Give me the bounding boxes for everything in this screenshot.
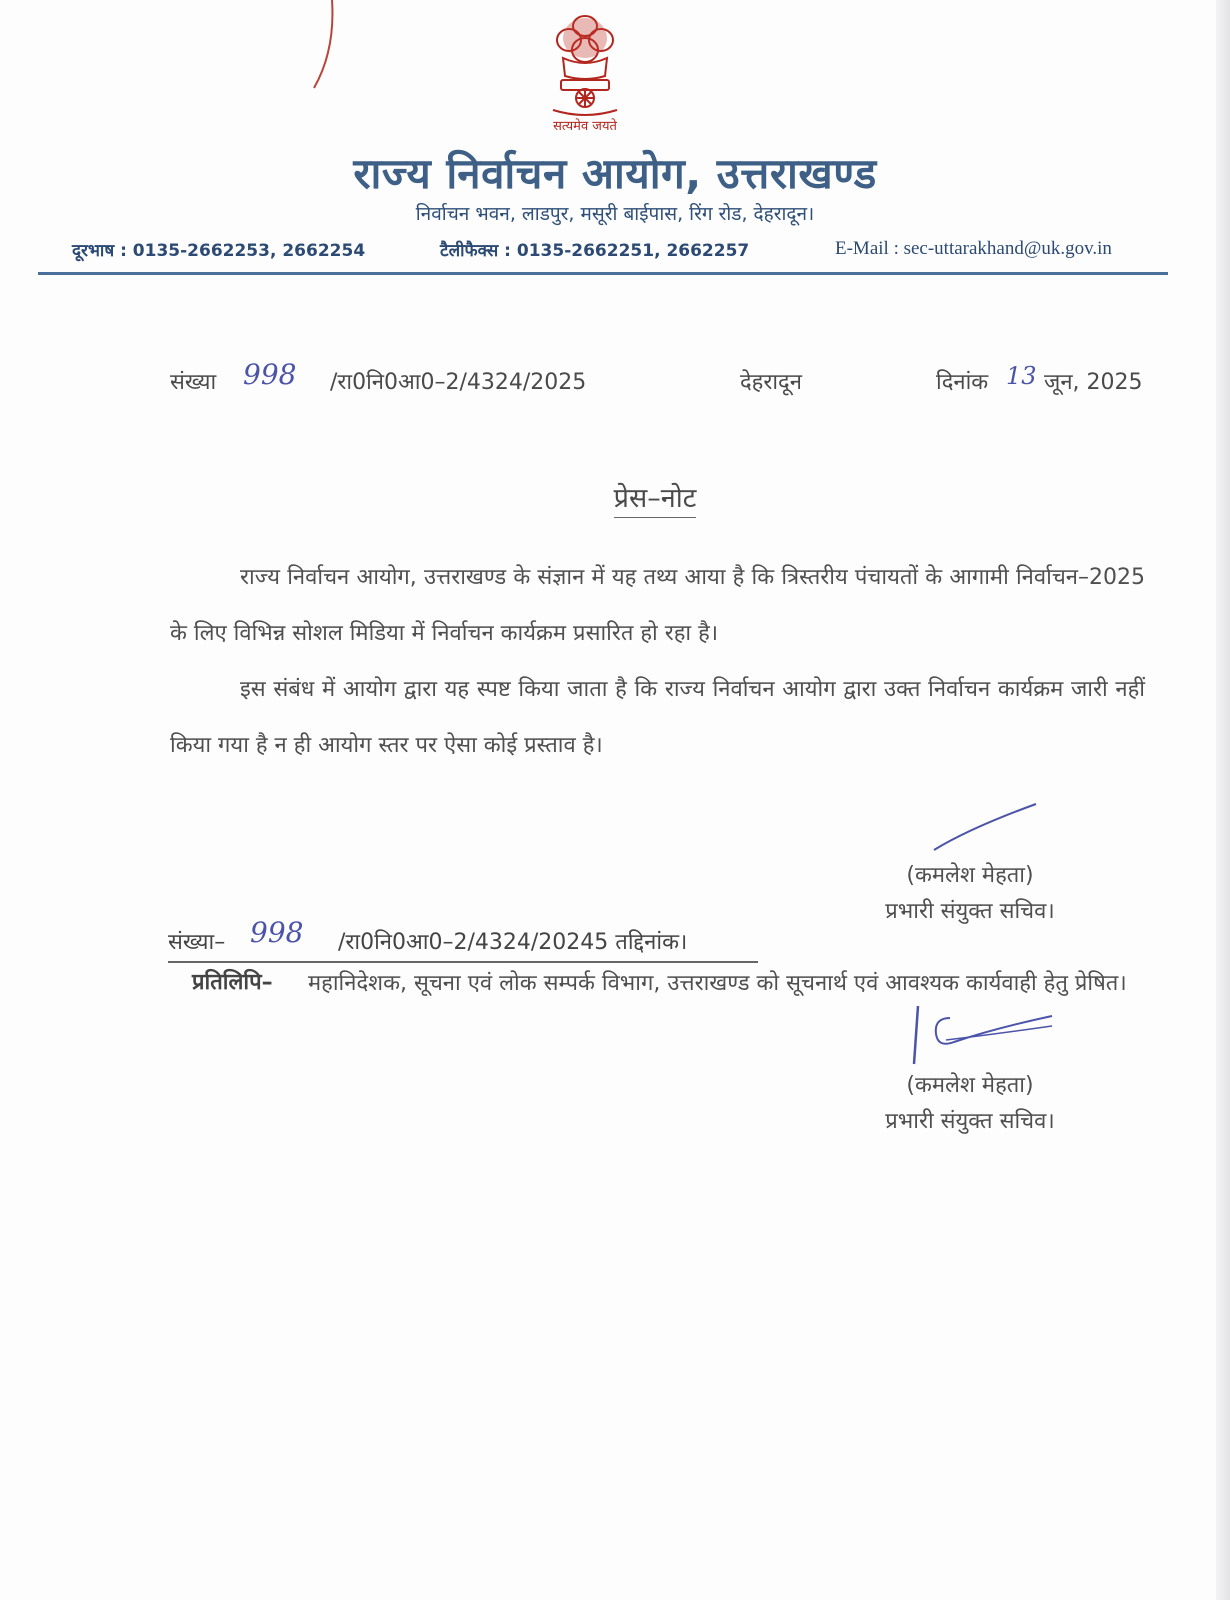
emblem-motto: सत्यमेव जयते (553, 119, 617, 134)
signatory-1-block (860, 858, 1080, 930)
copy-reference-number: /रा0नि0आ0–2/4324/20245 तद्दिनांक। (338, 930, 688, 955)
national-emblem-icon (545, 10, 625, 118)
organization-name: राज्य निर्वाचन आयोग, उत्तराखण्ड (353, 149, 877, 198)
signatory-2-block (860, 1068, 1080, 1140)
press-note-title (0, 478, 1230, 515)
stray-ink-mark (310, 0, 340, 95)
copy-to-text: महानिदेशक, सूचना एवं लोक सम्पर्क विभाग, उत्तराखण्ड को सूचनार्थ एवं आवश्यक कार्यवाही हेतु प्रेषित। (308, 971, 1127, 996)
note-paragraph-2: इस संबंध में आयोग द्वारा यह स्पष्ट किया जाता है कि राज्य निर्वाचन आयोग द्वारा उक्त निर्वाचन कार्यक्रम जारी नहीं किया गया है न ही आयोग स्तर पर ऐसा कोई प्रस्ताव है। (170, 677, 1145, 758)
email-address: E-Mail : sec-uttarakhand@uk.gov.in (835, 238, 1112, 259)
signatory-2-designation: प्रभारी संयुक्त सचिव। (885, 1109, 1055, 1134)
reference-handwritten-number: 998 (243, 358, 297, 391)
date-label: दिनांक (936, 370, 989, 395)
phone-number: दूरभाष : 0135-2662253, 2662254 (72, 241, 366, 261)
note-paragraph-1: राज्य निर्वाचन आयोग, उत्तराखण्ड के संज्ञान में यह तथ्य आया है कि त्रिस्तरीय पंचायतों के आगामी निर्वाचन–2025 के लिए विभिन्न सोशल मिडिया में निर्वाचन कार्यक्रम प्रसारित हो रहा है। (170, 565, 1145, 646)
issue-city: देहरादून (740, 370, 802, 395)
press-note-title-text: प्रेस–नोट (614, 483, 697, 518)
page-edge-shadow (1216, 0, 1230, 1600)
signatory-1-name: (कमलेश मेहता) (906, 863, 1034, 888)
copy-to-label: प्रतिलिपि– (192, 970, 273, 995)
copy-handwritten-number: 998 (250, 916, 304, 949)
telefax-number: टैलीफैक्स : 0135-2662251, 2662257 (440, 241, 750, 261)
signature-1 (930, 800, 1040, 855)
reference-label: संख्या (170, 370, 217, 395)
date-handwritten-day: 13 (1006, 362, 1037, 390)
reference-number: /रा0नि0आ0–2/4324/2025 (330, 370, 587, 395)
header-divider (38, 272, 1168, 275)
signatory-1-designation: प्रभारी संयुक्त सचिव। (885, 899, 1055, 924)
signatory-2-name: (कमलेश मेहता) (906, 1073, 1034, 1098)
copy-reference-label: संख्या– (168, 930, 226, 955)
organization-address: निर्वाचन भवन, लाडपुर, मसूरी बाईपास, रिंग रोड, देहरादून। (415, 203, 815, 225)
copy-reference-underline (168, 961, 758, 963)
date-month-year: जून, 2025 (1044, 370, 1143, 395)
